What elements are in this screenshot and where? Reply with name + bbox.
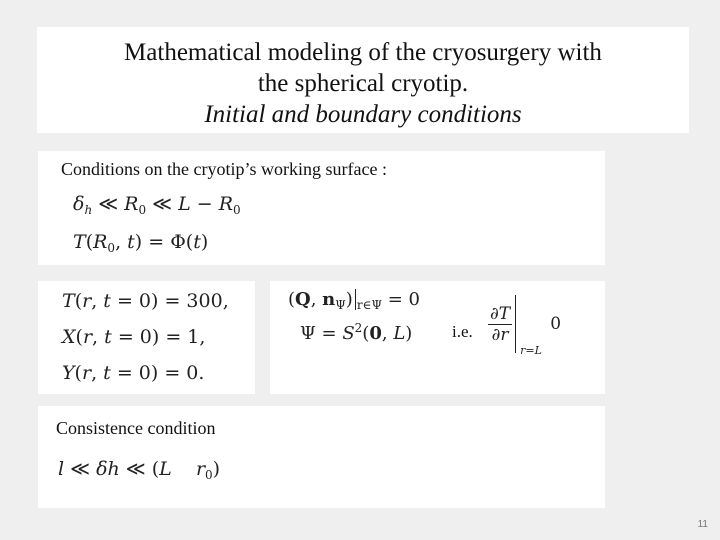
consistence-inequality-equation: l ≪ δh ≪ (L $r_0$)	[58, 458, 221, 482]
sphere-definition-equation: $\Psi = S^2(0$, L)	[300, 321, 413, 344]
consistence-condition-panel	[38, 406, 605, 508]
surface-conditions-heading: Conditions on the cryotip’s working surface :	[61, 159, 387, 179]
consistence-condition-heading: Consistence condition	[56, 418, 216, 438]
boundary-conditions-panel	[270, 281, 605, 394]
page-number: 11	[697, 519, 708, 530]
initial-temperature-equation: T(r, t = 0) = 300,	[62, 290, 229, 312]
surface-temperature-equation: $T(R_0$, t) = Φ(t)	[73, 231, 209, 255]
title-panel	[37, 27, 689, 133]
surface-inequality-equation: $\delta_h$ ≪ $R_0$ ≪ $L - R_0$	[73, 193, 241, 217]
initial-x-equation: X(r, t = 0) = 1,	[62, 326, 206, 348]
title-line-1: Mathematical modeling of the cryosurgery with	[124, 39, 602, 66]
initial-y-equation: Y(r, t = 0) = 0.	[62, 362, 205, 384]
derivative-boundary-equation: $\frac{\partial T}{\partial r}$ r=L 0	[488, 295, 561, 353]
surface-conditions-panel	[38, 151, 605, 265]
title-line-3: Initial and boundary conditions	[204, 101, 522, 128]
ie-label: i.e.	[452, 322, 473, 341]
title-line-2: the spherical cryotip.	[257, 70, 469, 97]
initial-conditions-panel	[38, 281, 255, 394]
flux-boundary-equation: (Q, $n_\Psi$) $_{r\in\Psi}$ = 0	[288, 289, 420, 312]
